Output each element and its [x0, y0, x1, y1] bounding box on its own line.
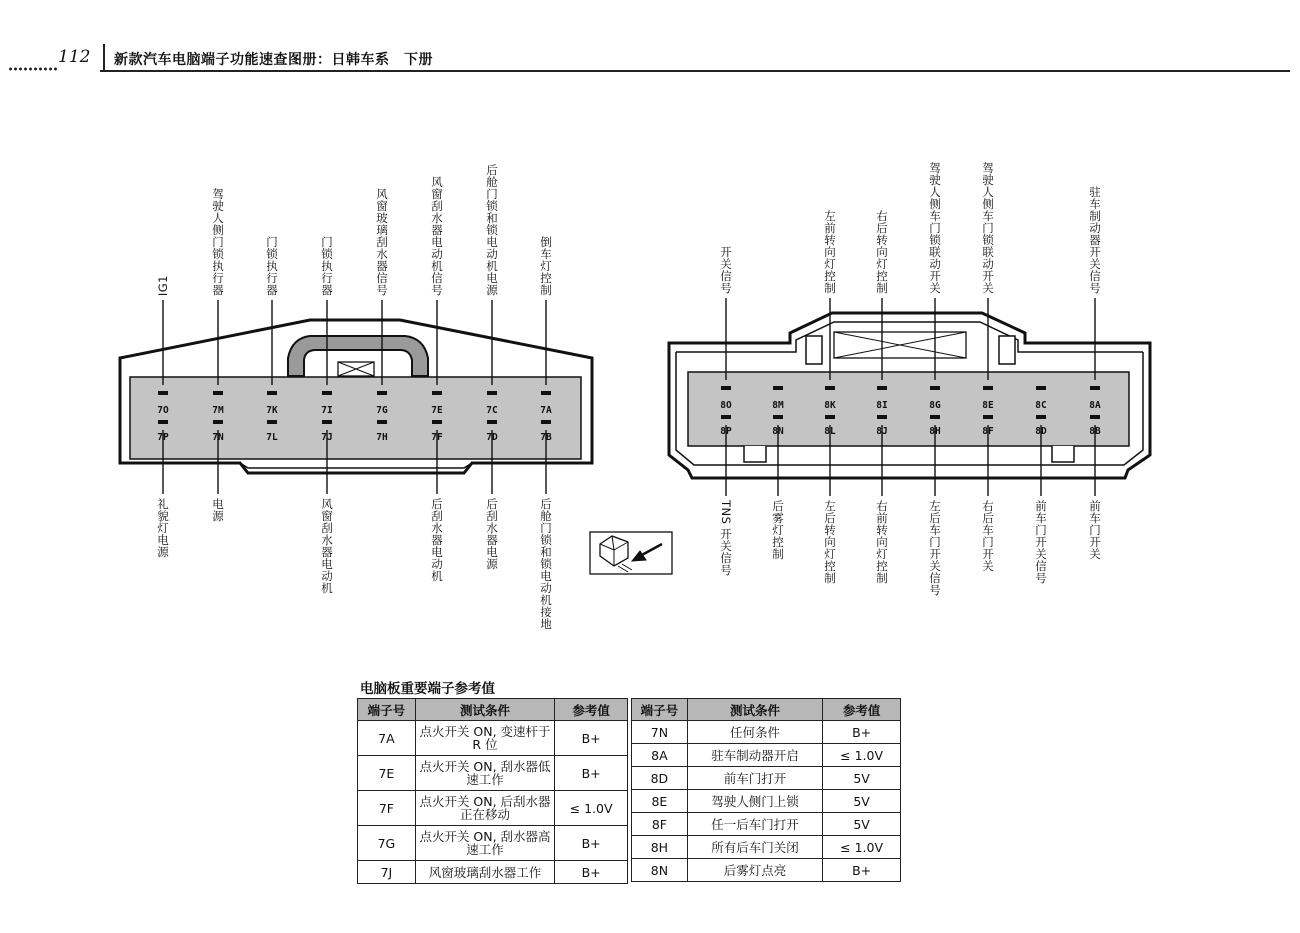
- pin-terminal-mark: [213, 420, 223, 424]
- pin-id: 7K: [266, 405, 278, 416]
- pin-terminal-mark: [487, 391, 497, 395]
- pin-id: 8N: [772, 426, 784, 437]
- pin-id: 7F: [431, 432, 443, 443]
- pin-function-label-top: 驾驶人侧车门锁联动开关: [981, 162, 995, 294]
- table-row: [632, 790, 901, 813]
- pin-function-label-top: 驾驶人侧门锁执行器: [211, 188, 225, 296]
- condition-cell: 风窗玻璃刮水器工作: [415, 861, 554, 884]
- pin-id: 8M: [772, 400, 784, 411]
- reference-table-left: [357, 698, 628, 884]
- value-cell: B+: [555, 826, 628, 861]
- pin-function-label-bottom: 前车门开关信号: [1034, 500, 1048, 584]
- pin-function-label-bottom: 风窗刮水器电动机: [320, 498, 334, 594]
- pin-id: 8I: [876, 400, 888, 411]
- pin-id: 8A: [1089, 400, 1101, 411]
- pin-function-label-top: 门锁执行器: [265, 236, 279, 296]
- terminal-cell: 8H: [632, 836, 688, 859]
- pin-id: 8L: [824, 426, 836, 437]
- pin-id: 7M: [212, 405, 224, 416]
- condition-cell: 所有后车门关闭: [687, 836, 822, 859]
- pin-function-label-top: IG1: [156, 274, 170, 296]
- pin-terminal-mark: [1090, 386, 1100, 390]
- pin-id: 8F: [982, 426, 994, 437]
- header-value: 参考值: [555, 699, 628, 721]
- table-row: [358, 721, 628, 756]
- pin-function-label-bottom: 礼貌灯电源: [156, 498, 170, 558]
- table-row: [358, 826, 628, 861]
- pin-function-label-top: 风窗玻璃刮水器信号: [375, 188, 389, 296]
- pin-terminal-mark: [721, 386, 731, 390]
- terminal-cell: 8F: [632, 813, 688, 836]
- terminal-cell: 8N: [632, 859, 688, 882]
- pin-id: 7H: [376, 432, 388, 443]
- pin-terminal-mark: [158, 391, 168, 395]
- table-row: [632, 813, 901, 836]
- pin-function-label-bottom: 后雾灯控制: [771, 500, 785, 560]
- pin-id: 8G: [929, 400, 941, 411]
- pin-terminal-mark: [267, 420, 277, 424]
- pin-id: 7J: [321, 432, 333, 443]
- pin-terminal-mark: [825, 415, 835, 419]
- pin-terminal-mark: [432, 391, 442, 395]
- left-connector-housing: [120, 320, 592, 473]
- header-terminal: 端子号: [358, 699, 416, 721]
- pin-id: 8P: [720, 426, 732, 437]
- pin-function-label-top: 风窗刮水器电动机信号: [430, 176, 444, 296]
- condition-cell: 点火开关 ON, 变速杆于 R 位: [415, 721, 554, 756]
- table-row: [358, 791, 628, 826]
- pin-terminal-mark: [825, 386, 835, 390]
- condition-cell: 后雾灯点亮: [687, 859, 822, 882]
- table-row: [358, 861, 628, 884]
- pin-terminal-mark: [322, 391, 332, 395]
- header-condition: 测试条件: [415, 699, 554, 721]
- pin-terminal-mark: [267, 391, 277, 395]
- condition-cell: 点火开关 ON, 刮水器高速工作: [415, 826, 554, 861]
- pin-function-label-bottom: 后刮水器电源: [485, 498, 499, 570]
- view-direction-icon: [590, 532, 672, 574]
- table-row: [358, 756, 628, 791]
- terminal-cell: 7A: [358, 721, 416, 756]
- pin-terminal-mark: [487, 420, 497, 424]
- pin-terminal-mark: [541, 420, 551, 424]
- condition-cell: 点火开关 ON, 刮水器低速工作: [415, 756, 554, 791]
- pin-id: 7I: [321, 405, 333, 416]
- pin-terminal-mark: [773, 386, 783, 390]
- table-row: [632, 744, 901, 767]
- pin-terminal-mark: [773, 415, 783, 419]
- book-title: 新款汽车电脑端子功能速查图册：日韩车系 下册: [114, 52, 433, 68]
- terminal-cell: 7F: [358, 791, 416, 826]
- pin-function-label-top: 驾驶人侧车门锁联动开关: [928, 162, 942, 294]
- pin-id: 7D: [486, 432, 498, 443]
- pin-function-label-bottom: 开关信号: [719, 528, 733, 577]
- terminal-cell: 7E: [358, 756, 416, 791]
- pin-id: 7N: [212, 432, 224, 443]
- condition-cell: 驻车制动器开启: [687, 744, 822, 767]
- pin-function-label-top: 驻车制动器开关信号: [1088, 186, 1102, 294]
- pin-function-label-bottom: 右前转向灯控制: [875, 500, 889, 584]
- pin-id: 8B: [1089, 426, 1101, 437]
- pin-terminal-mark: [213, 391, 223, 395]
- table-title: 电脑板重要端子参考值: [360, 681, 495, 697]
- pin-function-label-bottom: 后刮水器电动机: [430, 498, 444, 582]
- table-header-row: [358, 699, 628, 721]
- condition-cell: 任何条件: [687, 721, 822, 744]
- terminal-cell: 7G: [358, 826, 416, 861]
- pin-id: 7G: [376, 405, 388, 416]
- pin-terminal-mark: [983, 386, 993, 390]
- right-connector-housing: [669, 313, 1150, 478]
- terminal-cell: 8D: [632, 767, 688, 790]
- header-value: 参考值: [823, 699, 901, 721]
- pin-id: 8D: [1035, 426, 1047, 437]
- pin-terminal-mark: [930, 415, 940, 419]
- value-cell: B+: [555, 861, 628, 884]
- pin-id: 8O: [720, 400, 732, 411]
- pin-function-label-bottom: 前车门开关: [1088, 500, 1102, 560]
- value-cell: B+: [555, 756, 628, 791]
- header-terminal: 端子号: [632, 699, 688, 721]
- pin-function-label-top: 后舱门锁和锁电动机电源: [485, 164, 499, 296]
- pin-terminal-mark: [322, 420, 332, 424]
- terminal-cell: 8E: [632, 790, 688, 813]
- table-row: [632, 721, 901, 744]
- value-cell: ≤ 1.0V: [555, 791, 628, 826]
- terminal-cell: 7N: [632, 721, 688, 744]
- pin-function-label-bottom: 右后车门开关: [981, 500, 995, 572]
- pin-terminal-mark: [877, 415, 887, 419]
- value-cell: ≤ 1.0V: [823, 836, 901, 859]
- table-row: [632, 767, 901, 790]
- pin-id: 7O: [157, 405, 169, 416]
- pin-id: 8H: [929, 426, 941, 437]
- pin-terminal-mark: [158, 420, 168, 424]
- pin-id: 8J: [876, 426, 888, 437]
- pin-terminal-mark: [377, 391, 387, 395]
- value-cell: 5V: [823, 813, 901, 836]
- pin-id: 8E: [982, 400, 994, 411]
- pin-function-label-bottom: 后舱门锁和锁电动机接地: [539, 498, 553, 630]
- value-cell: 5V: [823, 790, 901, 813]
- table-row: [632, 859, 901, 882]
- pin-function-label-top: 左前转向灯控制: [823, 210, 837, 294]
- terminal-cell: 7J: [358, 861, 416, 884]
- pin-id: 7A: [540, 405, 552, 416]
- pin-terminal-mark: [930, 386, 940, 390]
- page-number: 112: [58, 47, 91, 67]
- pin-terminal-mark: [877, 386, 887, 390]
- condition-cell: 驾驶人侧门上锁: [687, 790, 822, 813]
- reference-table-right: [631, 698, 901, 882]
- pin-terminal-mark: [1036, 415, 1046, 419]
- value-cell: B+: [823, 859, 901, 882]
- pin-function-label-bottom: 左后车门开关信号: [928, 500, 942, 596]
- pin-terminal-mark: [377, 420, 387, 424]
- pin-terminal-mark: [1036, 386, 1046, 390]
- condition-cell: 点火开关 ON, 后刮水器正在移动: [415, 791, 554, 826]
- table-row: [632, 836, 901, 859]
- pin-id: 7B: [540, 432, 552, 443]
- pin-terminal-mark: [721, 415, 731, 419]
- pin-id: 7C: [486, 405, 498, 416]
- value-cell: B+: [823, 721, 901, 744]
- value-cell: ≤ 1.0V: [823, 744, 901, 767]
- pin-id: 8C: [1035, 400, 1047, 411]
- value-cell: 5V: [823, 767, 901, 790]
- terminal-cell: 8A: [632, 744, 688, 767]
- pin-id: 8K: [824, 400, 836, 411]
- pin-terminal-mark: [1090, 415, 1100, 419]
- value-cell: B+: [555, 721, 628, 756]
- pin-terminal-mark: [983, 415, 993, 419]
- condition-cell: 任一后车门打开: [687, 813, 822, 836]
- pin-function-label-top: 右后转向灯控制: [875, 210, 889, 294]
- pin-function-label-top: 开关信号: [719, 246, 733, 294]
- header-condition: 测试条件: [687, 699, 822, 721]
- pin-function-label-top: 倒车灯控制: [539, 236, 553, 296]
- pin-function-label-top: 门锁执行器: [320, 236, 334, 296]
- pin-id: 7E: [431, 405, 443, 416]
- pin-id: 7L: [266, 432, 278, 443]
- condition-cell: 前车门打开: [687, 767, 822, 790]
- pin-function-label-bottom: 电源: [211, 498, 225, 522]
- pin-terminal-mark: [541, 391, 551, 395]
- pin-terminal-mark: [432, 420, 442, 424]
- table-header-row: [632, 699, 901, 721]
- pin-function-label-bottom: 左后转向灯控制: [823, 500, 837, 584]
- pin-function-label-prefix: TNS: [719, 500, 733, 525]
- pin-id: 7P: [157, 432, 169, 443]
